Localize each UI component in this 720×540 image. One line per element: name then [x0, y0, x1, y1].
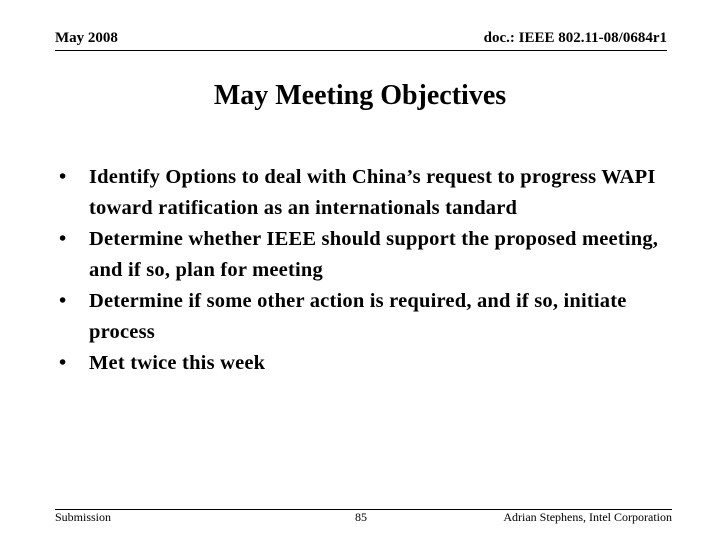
bullet-item: [55, 286, 675, 348]
header-doc-id: doc.: IEEE 802.11-08/0684r1: [483, 30, 667, 46]
bullet-text: Identify Options to deal with China’s request to progress WAPI toward ratification as an internationals tandard: [89, 166, 656, 219]
footer-author: Adrian Stephens, Intel Corporation: [503, 510, 672, 524]
bullet-item: [55, 348, 675, 379]
header-rule: [55, 50, 667, 51]
bullet-marker: •: [59, 352, 67, 374]
bullet-item: [55, 224, 675, 286]
bullet-marker: •: [59, 166, 67, 188]
bullet-text: Determine whether IEEE should support the proposed meeting, and if so, plan for meeting: [89, 228, 659, 281]
footer-submission: Submission: [55, 510, 112, 524]
bullet-text: Determine if some other action is required, and if so, initiate process: [89, 290, 627, 343]
bullet-list: [55, 162, 675, 379]
bullet-item: [55, 162, 675, 224]
bullet-marker: •: [59, 290, 67, 312]
bullet-marker: •: [59, 228, 67, 250]
bullet-text: Met twice this week: [89, 352, 266, 374]
page-number: 85: [355, 510, 367, 524]
header-date: May 2008: [55, 30, 118, 46]
slide-title: May Meeting Objectives: [213, 80, 507, 111]
